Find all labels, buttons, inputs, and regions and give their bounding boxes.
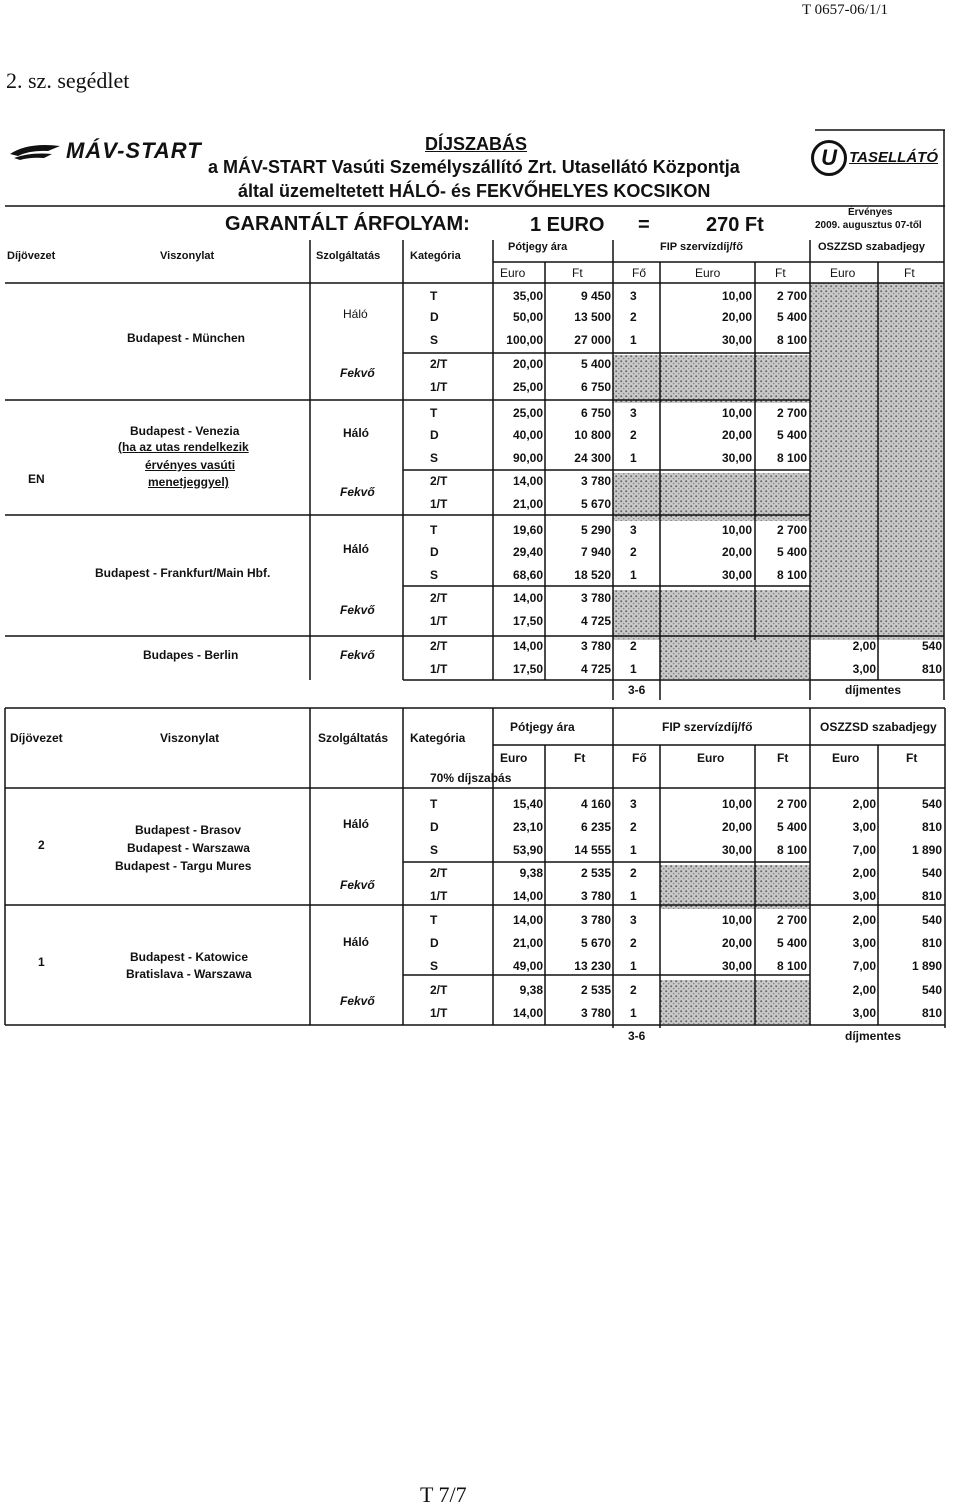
cell-supplement-euro: 19,60 [512,523,543,537]
cell-oszzsd-euro: 3,00 [852,889,876,903]
cell-supplement-ft: 4 725 [580,662,611,676]
cell-supplement-ft: 18 520 [574,568,611,582]
header-ft: Ft [574,751,586,765]
cell-oszzsd-ft: 540 [921,866,942,880]
service-halo: Háló [343,542,370,556]
route-frankfurt: Budapest - Frankfurt/Main Hbf. [95,566,271,580]
cell-supplement-euro: 25,00 [512,406,543,420]
cell-oszzsd-euro: 3,00 [852,1006,876,1020]
cell-supplement-euro: 17,50 [512,614,543,628]
cell-category: S [430,959,439,973]
cell-supplement-euro: 14,00 [512,1006,543,1020]
route-munchen: Budapest - München [127,331,246,345]
route-venezia: Budapest - Venezia [130,424,240,438]
route-note: menetjeggyel) [148,475,229,489]
service-fekvo: Fekvő [340,648,375,662]
brand-text: TASELLÁTÓ [849,148,938,166]
cell-oszzsd-ft: 1 890 [911,843,942,857]
persons-range: 3-6 [628,1029,646,1043]
cell-fip-euro: 10,00 [721,913,752,927]
cell-persons: 2 [630,820,637,834]
header-fip: FIP szervízdíj/fő [660,241,743,253]
cell-supplement-ft: 3 780 [580,474,611,488]
cell-oszzsd-ft: 540 [921,913,942,927]
cell-supplement-ft: 9 450 [580,289,611,303]
cell-oszzsd-euro: 2,00 [852,913,876,927]
free-of-charge: díjmentes [845,683,902,697]
cell-supplement-ft: 2 535 [580,983,611,997]
service-fekvo: Fekvő [340,994,375,1008]
header-ft: Ft [906,751,918,765]
cell-persons: 1 [630,568,637,582]
cell-supplement-ft: 5 290 [580,523,611,537]
cell-fip-ft: 5 400 [776,545,807,559]
cell-supplement-ft: 3 780 [580,889,611,903]
cell-persons: 2 [630,310,637,324]
rate-euro: 1 EURO [530,214,605,236]
cell-fip-euro: 30,00 [721,568,752,582]
header-zone: Díjövezet [7,250,56,262]
cell-fip-ft: 5 400 [776,936,807,950]
cell-supplement-euro: 25,00 [512,380,543,394]
cell-persons: 3 [630,406,637,420]
cell-supplement-ft: 6 750 [580,406,611,420]
cell-category: T [430,913,438,927]
header-ft: Ft [775,266,786,280]
cell-oszzsd-euro: 2,00 [852,983,876,997]
cell-persons: 2 [630,866,637,880]
cell-category: 2/T [430,357,448,371]
rate-forint: 270 Ft [706,214,764,236]
service-fekvo: Fekvő [340,603,375,617]
cell-supplement-ft: 6 750 [580,380,611,394]
route-katowice: Budapest - Katowice [130,950,249,964]
route-note: érvényes vasúti [145,458,236,472]
zone-2: 2 [38,838,45,852]
cell-fip-ft: 8 100 [776,451,807,465]
cell-supplement-euro: 20,00 [512,357,543,371]
cell-persons: 3 [630,523,637,537]
route-brasov: Budapest - Brasov [135,823,242,837]
cell-oszzsd-euro: 2,00 [852,797,876,811]
utasellato-brand [811,140,938,176]
header-route: Viszonylat [160,250,215,262]
cell-category: D [430,820,439,834]
cell-fip-ft: 5 400 [776,310,807,324]
cell-supplement-euro: 53,90 [512,843,543,857]
cell-category: 2/T [430,983,448,997]
header-euro: Euro [500,751,528,765]
cell-category: 2/T [430,591,448,605]
header-route: Viszonylat [160,731,220,745]
route-bratislava-warszawa: Bratislava - Warszawa [126,967,252,981]
cell-oszzsd-euro: 7,00 [852,843,876,857]
persons-range: 3-6 [628,683,646,697]
cell-supplement-euro: 14,00 [512,474,543,488]
cell-supplement-euro: 23,10 [512,820,543,834]
header-zone: Díjövezet [10,731,63,745]
cell-persons: 3 [630,289,637,303]
cell-oszzsd-ft: 1 890 [911,959,942,973]
cell-supplement-ft: 27 000 [574,333,611,347]
cell-supplement-euro: 9,38 [519,866,543,880]
zone-1: 1 [38,955,45,969]
cell-supplement-euro: 68,60 [512,568,543,582]
header-service: Szolgáltatás [318,731,389,745]
cell-oszzsd-ft: 810 [921,820,942,834]
header-oszzsd: OSZZSD szabadjegy [818,241,925,253]
cell-supplement-ft: 10 800 [574,428,611,442]
cell-fip-euro: 20,00 [721,820,752,834]
header-fo: Fő [632,266,647,280]
logo-text: MÁV-START [66,138,202,163]
cell-category: S [430,568,439,582]
service-fekvo: Fekvő [340,366,375,380]
cell-supplement-ft: 3 780 [580,1006,611,1020]
route-berlin: Budapes - Berlin [143,648,239,662]
cell-supplement-euro: 49,00 [512,959,543,973]
cell-persons: 3 [630,797,637,811]
header-ft: Ft [904,266,915,280]
valid-date: 2009. augusztus 07-től [815,220,922,231]
wing-logo-icon [8,142,62,162]
cell-persons: 2 [630,936,637,950]
cell-supplement-ft: 6 235 [580,820,611,834]
cell-supplement-euro: 35,00 [512,289,543,303]
header-supplement: Pótjegy ára [508,241,568,253]
cell-category: D [430,428,439,442]
header-ft: Ft [777,751,789,765]
cell-persons: 2 [630,428,637,442]
cell-persons: 2 [630,545,637,559]
cell-fip-ft: 8 100 [776,568,807,582]
cell-persons: 2 [630,639,637,653]
cell-supplement-euro: 9,38 [519,983,543,997]
cell-persons: 1 [630,1006,637,1020]
cell-category: D [430,545,439,559]
cell-fip-ft: 5 400 [776,820,807,834]
cell-fip-euro: 10,00 [721,289,752,303]
cell-persons: 1 [630,333,637,347]
service-fekvo: Fekvő [340,878,375,892]
cell-supplement-euro: 29,40 [512,545,543,559]
cell-oszzsd-euro: 7,00 [852,959,876,973]
cell-category: S [430,451,439,465]
free-of-charge: díjmentes [845,1029,902,1043]
header-oszzsd: OSZZSD szabadjegy [820,720,937,734]
cell-supplement-euro: 17,50 [512,662,543,676]
cell-category: D [430,310,439,324]
cell-fip-euro: 20,00 [721,428,752,442]
cell-category: T [430,797,438,811]
brand-initial: U [811,140,847,176]
page-subtitle: 2. sz. segédlet [6,68,130,93]
cell-oszzsd-ft: 540 [921,983,942,997]
cell-oszzsd-ft: 810 [921,889,942,903]
service-fekvo: Fekvő [340,485,375,499]
cell-category: 1/T [430,1006,448,1020]
guaranteed-rate-label: GARANTÁLT ÁRFOLYAM: [225,213,470,235]
rate-equals: = [638,214,650,236]
header-fo: Fő [632,751,647,765]
cell-supplement-ft: 3 780 [580,591,611,605]
cell-supplement-ft: 14 555 [574,843,611,857]
cell-category: T [430,406,438,420]
cell-supplement-ft: 5 670 [580,936,611,950]
cell-supplement-euro: 14,00 [512,889,543,903]
cell-fip-euro: 10,00 [721,523,752,537]
document-reference: T 0657-06/1/1 [802,2,888,18]
cell-category: S [430,843,439,857]
cell-category: 2/T [430,866,448,880]
cell-persons: 1 [630,843,637,857]
cell-supplement-ft: 13 230 [574,959,611,973]
cell-supplement-euro: 15,40 [512,797,543,811]
discount-label: 70% díjszabás [430,771,512,785]
cell-fip-ft: 2 700 [776,523,807,537]
cell-fip-euro: 20,00 [721,310,752,324]
cell-supplement-euro: 100,00 [506,333,543,347]
cell-category: 1/T [430,380,448,394]
cell-oszzsd-ft: 540 [921,797,942,811]
header-fip: FIP szervízdíj/fő [662,720,753,734]
header-ft: Ft [572,266,583,280]
cell-persons: 1 [630,889,637,903]
cell-fip-euro: 30,00 [721,843,752,857]
cell-fip-ft: 8 100 [776,843,807,857]
cell-supplement-ft: 13 500 [574,310,611,324]
cell-fip-euro: 10,00 [721,797,752,811]
cell-persons: 2 [630,983,637,997]
cell-fip-euro: 20,00 [721,545,752,559]
cell-supplement-euro: 14,00 [512,591,543,605]
header-euro: Euro [500,266,526,280]
cell-fip-euro: 30,00 [721,959,752,973]
cell-supplement-ft: 3 780 [580,639,611,653]
cell-supplement-euro: 14,00 [512,913,543,927]
cell-category: 1/T [430,662,448,676]
notice-subtitle-line: a MÁV-START Vasúti Személyszállító Zrt. Utasellátó Központja [208,157,740,177]
route-note: (ha az utas rendelkezik [118,440,249,454]
cell-category: D [430,936,439,950]
service-halo: Háló [343,307,368,321]
header-supplement: Pótjegy ára [510,720,575,734]
cell-fip-ft: 5 400 [776,428,807,442]
cell-supplement-ft: 3 780 [580,913,611,927]
cell-supplement-euro: 50,00 [512,310,543,324]
cell-supplement-euro: 40,00 [512,428,543,442]
cell-oszzsd-ft: 810 [921,936,942,950]
cell-fip-euro: 30,00 [721,333,752,347]
cell-supplement-ft: 2 535 [580,866,611,880]
cell-fip-ft: 2 700 [776,406,807,420]
cell-fip-ft: 8 100 [776,959,807,973]
cell-supplement-euro: 14,00 [512,639,543,653]
cell-persons: 1 [630,662,637,676]
cell-fip-euro: 30,00 [721,451,752,465]
cell-supplement-euro: 90,00 [512,451,543,465]
cell-supplement-ft: 4 725 [580,614,611,628]
header-category: Kategória [410,731,466,745]
cell-category: 2/T [430,639,448,653]
cell-oszzsd-euro: 3,00 [852,820,876,834]
cell-supplement-ft: 7 940 [580,545,611,559]
cell-supplement-ft: 4 160 [580,797,611,811]
cell-oszzsd-euro: 3,00 [852,662,876,676]
valid-label: Érvényes [848,207,893,218]
cell-oszzsd-ft: 810 [921,1006,942,1020]
cell-supplement-ft: 5 400 [580,357,611,371]
cell-supplement-euro: 21,00 [512,936,543,950]
cell-fip-euro: 20,00 [721,936,752,950]
cell-oszzsd-euro: 3,00 [852,936,876,950]
header-service: Szolgáltatás [316,250,381,262]
cell-category: T [430,523,438,537]
cell-fip-ft: 2 700 [776,797,807,811]
cell-fip-euro: 10,00 [721,406,752,420]
service-halo: Háló [343,426,370,440]
cell-fip-ft: 2 700 [776,289,807,303]
notice-title: DÍJSZABÁS [425,134,528,154]
service-halo: Háló [343,935,370,949]
notice-subtitle-line: által üzemeltetett HÁLÓ- és FEKVŐHELYES KOCSIKON [238,181,711,201]
service-halo: Háló [343,817,370,831]
cell-persons: 1 [630,959,637,973]
route-warszawa: Budapest - Warszawa [127,841,250,855]
cell-category: 1/T [430,614,448,628]
header-euro: Euro [830,266,856,280]
cell-persons: 3 [630,913,637,927]
cell-category: 1/T [430,889,448,903]
cell-oszzsd-ft: 810 [921,662,942,676]
header-euro: Euro [832,751,860,765]
cell-category: T [430,289,438,303]
header-euro: Euro [695,266,721,280]
cell-category: 2/T [430,474,448,488]
cell-supplement-euro: 21,00 [512,497,543,511]
cell-supplement-ft: 24 300 [574,451,611,465]
page-number: T 7/7 [420,1482,467,1507]
zone-en: EN [28,472,45,486]
cell-persons: 1 [630,451,637,465]
cell-fip-ft: 8 100 [776,333,807,347]
route-targu-mures: Budapest - Targu Mures [115,859,252,873]
cell-oszzsd-euro: 2,00 [852,639,876,653]
header-category: Kategória [410,250,461,262]
cell-oszzsd-ft: 540 [921,639,942,653]
cell-category: 1/T [430,497,448,511]
header-euro: Euro [697,751,725,765]
cell-fip-ft: 2 700 [776,913,807,927]
mav-start-logo [8,138,202,164]
cell-supplement-ft: 5 670 [580,497,611,511]
cell-oszzsd-euro: 2,00 [852,866,876,880]
cell-category: S [430,333,439,347]
